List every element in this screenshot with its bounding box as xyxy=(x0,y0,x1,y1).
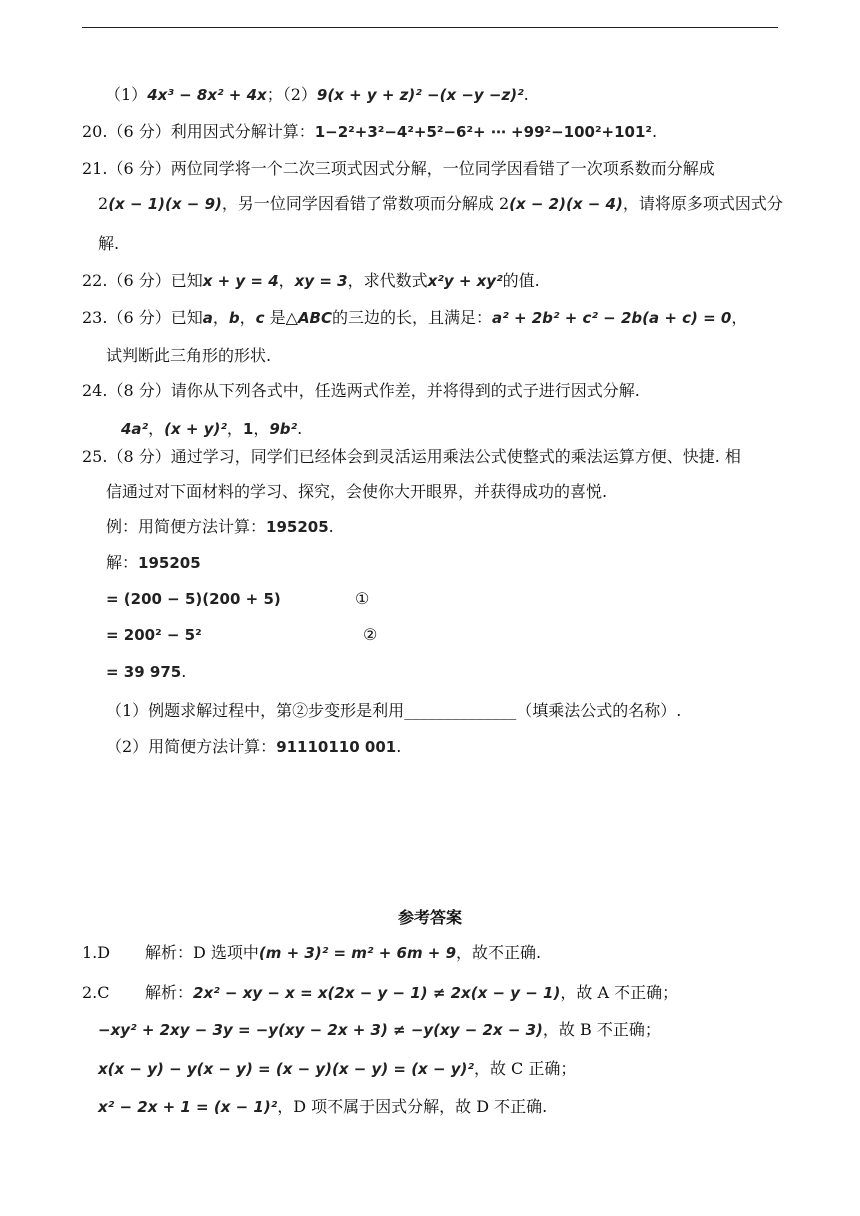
q23-text4: 试判断此三角形的形状. xyxy=(106,346,272,365)
q25-sub1-text2: （填乘法公式的名称）. xyxy=(516,701,682,720)
q24-end: . xyxy=(297,419,303,438)
q24-sep3: ， xyxy=(253,419,270,438)
q25-sub2 xyxy=(106,736,401,758)
q23-sep2: ， xyxy=(239,308,256,327)
q25-solution xyxy=(106,552,201,574)
q25-step1-marker xyxy=(355,588,369,610)
answer-2-expr3: x(x − y) − y(x − y) = (x − y)(x − y) = (x − y)² xyxy=(98,1060,474,1078)
q23-sep1: ， xyxy=(212,308,229,327)
q25-sub1-text: （1）例题求解过程中，第②步变形是利用 xyxy=(106,701,405,720)
q21-expr1: (x − 1)(x − 9) xyxy=(108,195,222,213)
q21-line3 xyxy=(98,233,119,255)
q25-number: 25. xyxy=(82,447,108,466)
q25-line1 xyxy=(82,446,741,468)
answer-2-line3 xyxy=(98,1058,576,1080)
q23-sep3: ， xyxy=(731,308,748,327)
answer-1-expr: (m + 3)² = m² + 6m + 9 xyxy=(258,944,457,962)
q25-circle-2: ② xyxy=(363,625,378,644)
q25-solution-label: 解： xyxy=(106,553,139,572)
q23-triangle: ABC xyxy=(297,309,333,327)
q25-line2 xyxy=(106,481,607,503)
q25-step2-marker xyxy=(363,624,377,646)
answer-2-expr2: −xy² + 2xy − 3y = −y(xy − 2x + 3) ≠ −y(xy − 2x − 3) xyxy=(98,1021,543,1039)
q25-step2-expr: = 200² − 5² xyxy=(106,626,202,644)
q22-line xyxy=(82,270,540,292)
answer-2 xyxy=(82,982,110,1004)
q25-step3-expr: = 39 975 xyxy=(106,663,182,681)
answer-2-text2: ，故 A 不正确； xyxy=(560,983,679,1002)
answer-2-text4: ，故 C 正确； xyxy=(473,1059,577,1078)
q23-text3: 的三边的长，且满足： xyxy=(332,308,493,327)
answer-1-text1: 解析：D 选项中 xyxy=(145,943,259,962)
q21-line2 xyxy=(98,193,783,215)
answer-1 xyxy=(82,942,110,964)
q25-solution-expr: 195205 xyxy=(138,554,201,572)
q22-text3: 的值. xyxy=(502,271,540,290)
q19-line xyxy=(105,84,529,106)
q21-expr2: (x − 2)(x − 4) xyxy=(509,195,623,213)
q25-step2 xyxy=(106,624,202,646)
q24-expr2: (x + y)² xyxy=(164,420,227,438)
q21-text1: （6 分）两位同学将一个二次三项式因式分解，一位同学因看错了一次项系数而分解成 xyxy=(107,159,715,178)
q22-expr1: x + y = 4 xyxy=(202,272,279,290)
q21-coef1: 2 xyxy=(98,194,109,213)
q24-expr1: 4a² xyxy=(121,420,149,438)
answer-2-number: 2.C xyxy=(82,983,110,1002)
q22-text1: （6 分）已知 xyxy=(107,271,203,290)
q24-sep1: ， xyxy=(148,419,165,438)
q24-number: 24. xyxy=(82,381,108,400)
answer-2-expr1: 2x² − xy − x = x(2x − y − 1) ≠ 2x(x − y − 1) xyxy=(193,984,561,1002)
q25-example-label: 例：用简便方法计算： xyxy=(106,517,267,536)
q25-step3 xyxy=(106,661,186,683)
q25-example xyxy=(106,516,334,538)
answer-2-text3: ，故 B 不正确； xyxy=(542,1020,661,1039)
answer-1-text2: ，故不正确. xyxy=(456,943,542,962)
q25-text1: （8 分）通过学习，同学们已经体会到灵活运用乘法公式使整式的乘法运算方便、快捷. 相 xyxy=(107,447,741,466)
q25-sub2-end: . xyxy=(396,737,402,756)
q22-expr2: xy = 3 xyxy=(294,272,348,290)
q23-line1 xyxy=(82,307,747,329)
answer-1-body xyxy=(145,942,541,964)
q22-text2: ，求代数式 xyxy=(347,271,428,290)
q25-answer-blank[interactable]: ______________ xyxy=(404,701,517,720)
q20-number: 20. xyxy=(82,122,108,141)
header-rule xyxy=(82,27,778,28)
q24-line1 xyxy=(82,380,640,402)
answer-2-line4 xyxy=(98,1096,547,1118)
q25-example-end: . xyxy=(328,517,334,536)
q24-sep2: ， xyxy=(226,419,243,438)
q23-text2: 是△ xyxy=(264,308,298,327)
q24-expr3: 1 xyxy=(242,420,254,438)
q23-var-c: c xyxy=(255,309,265,327)
q19-expr1: 4x³ − 8x² + 4x xyxy=(147,86,267,104)
q25-step1 xyxy=(106,588,281,610)
q19-part2-label: ；（2） xyxy=(266,85,317,104)
answer-2-expr4: x² − 2x + 1 = (x − 1)² xyxy=(98,1098,278,1116)
q22-expr3: x²y + xy² xyxy=(427,272,503,290)
q22-sep: ， xyxy=(278,271,295,290)
q25-text2: 信通过对下面材料的学习、探究，会使你大开眼界，并获得成功的喜悦. xyxy=(106,482,608,501)
q24-expr4: 9b² xyxy=(269,420,298,438)
q23-text1: （6 分）已知 xyxy=(107,308,203,327)
q20-text: （6 分）利用因式分解计算： xyxy=(107,122,315,141)
q21-text3: ，请将原多项式因式分 xyxy=(622,194,783,213)
q25-step3-end: . xyxy=(181,662,187,681)
q23-number: 23. xyxy=(82,308,108,327)
q20-end: . xyxy=(651,122,658,141)
answer-1-number: 1.D xyxy=(82,943,111,962)
q20-line xyxy=(82,121,657,143)
q24-text1: （8 分）请你从下列各式中，任选两式作差，并将得到的式子进行因式分解. xyxy=(107,381,640,400)
q25-sub2-expr: 91110110 001 xyxy=(276,738,397,756)
answer-2-text1: 解析： xyxy=(145,983,194,1002)
q23-var-b: b xyxy=(228,309,240,327)
q23-line2 xyxy=(106,345,271,367)
answer-2-text5: ，D 项不属于因式分解，故 D 不正确. xyxy=(277,1097,548,1116)
q22-number: 22. xyxy=(82,271,108,290)
q19-end: . xyxy=(523,85,529,104)
q25-circle-1: ① xyxy=(355,589,370,608)
answer-2-line1 xyxy=(145,982,678,1004)
q25-sub2-text: （2）用简便方法计算： xyxy=(106,737,277,756)
q25-step1-expr: = (200 − 5)(200 + 5) xyxy=(106,590,281,608)
q21-number: 21. xyxy=(82,159,108,178)
q19-part1-label: （1） xyxy=(105,85,148,104)
q25-sub1 xyxy=(106,700,681,722)
q23-equation: a² + 2b² + c² − 2b(a + c) = 0 xyxy=(492,309,732,327)
answers-title: 参考答案 xyxy=(397,908,462,927)
q21-line1 xyxy=(82,158,715,180)
q25-example-expr: 195205 xyxy=(266,518,329,536)
q21-text2: ，另一位同学因看错了常数项而分解成 2 xyxy=(221,194,510,213)
q23-var-a: a xyxy=(202,309,213,327)
q19-expr2: 9(x + y + z)² −(x −y −z)² xyxy=(316,86,524,104)
answer-2-line2 xyxy=(98,1019,661,1041)
q24-line2 xyxy=(121,418,302,440)
q20-expr: 1−2²+3²−4²+5²−6²+ ⋯ +99²−100²+101² xyxy=(314,123,652,141)
q21-text4: 解. xyxy=(98,234,120,253)
